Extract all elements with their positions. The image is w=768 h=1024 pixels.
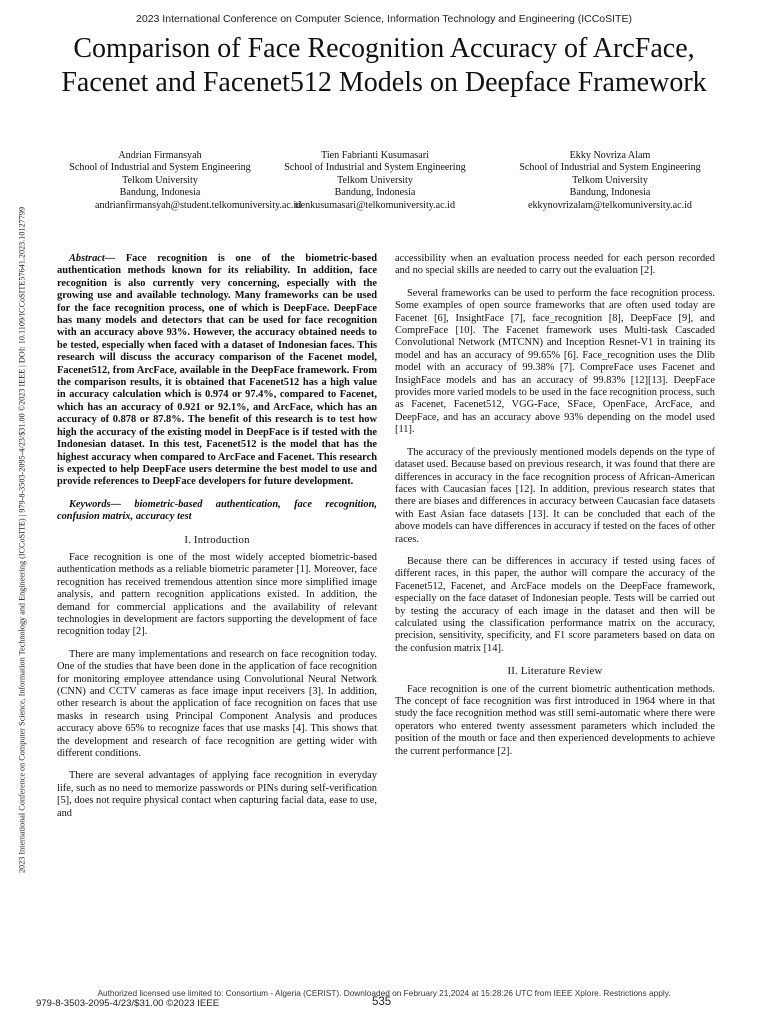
conference-header: 2023 International Conference on Computer Science, Information Technology and Engineering (ICCoSITE) (136, 13, 632, 25)
author-name: Ekky Novriza Alam (569, 150, 651, 161)
author-location: Bandung, Indonesia (334, 187, 416, 199)
license-footer: Authorized licensed use limited to: Consortium - Algeria (CERIST). Downloaded on February 21,2024 at 15:28:26 UTC from IEEE Xplore. Restrictions apply. (97, 988, 671, 998)
paragraph: There are several advantages of applying face recognition in everyday life, such as no need to memorize passwords or PINs during self-verification [5], does not require physical contact when capturing facial data, ease to use, and (57, 770, 377, 819)
author-org: Telkom University (337, 174, 413, 186)
paragraph: The accuracy of the previously mentioned models depends on the type of dataset used. Because based on previous research, it was found that there are differences in accuracy in the face recognition process of African-American faces with Caucasian faces [12]. In addition, previous research states that there are biases and differences in accuracy between Caucasian face datasets with East Asian face datasets [13]. It can be concluded that each of the above models can have differences in accuracy if tested on the faces of other races. (395, 446, 715, 545)
author-org: Telkom University (572, 174, 648, 186)
author-org: Telkom University (122, 174, 198, 186)
author-location: Bandung, Indonesia (569, 187, 651, 199)
author-2 (260, 150, 490, 212)
author-name: Andrian Firmansyah (118, 150, 202, 161)
author-email: tienkusumasari@telkomuniversity.ac.id (294, 199, 455, 211)
paragraph: Face recognition is one of the most widely accepted biometric-based authentication methods as a reliable biometric parameter [1]. Moreover, face recognition has received tremendous attention since more simplified image analysis, and pattern recognition applications existed. In addition, the demand for commercial applications and the availability of relevant technologies in development are factors supporting the development of face recognition today [2]. (57, 551, 377, 638)
author-location: Bandung, Indonesia (119, 187, 201, 199)
left-column (57, 253, 377, 830)
author-name: Tien Fabrianti Kusumasari (321, 150, 429, 161)
paper-title: Comparison of Face Recognition Accuracy of ArcFace, Facenet and Facenet512 Models on Deepface Framework (61, 33, 707, 98)
side-doi-text: 2023 International Conference on Computer Science, Information Technology and Engineering (ICCoSITE) | 979-8-3503-2095-4/23/$31.00 ©2023 IEEE | DOI: 10.1109/ICCoSITE57641.2023.10127799 (17, 206, 27, 874)
paragraph: Several frameworks can be used to perform the face recognition process. Some examples of open source frameworks that are often used today are Facenet [6], InsightFace [7], face_recognition [8], DeepFace [9], and CompreFace [10]. The Facenet framework uses Multi-task Cascaded Convolutional Network (MTCNN) and Inception Resnet-V1 in training its model and has an accuracy of 99.65% [6]. Face_recognition uses the Dlib model with an accuracy of 99.38% [7]. CompreFace uses Facenet and InsighFace models and has an accuracy of 99.83% [12][13]. DeepFace provides more varied models to be used in the face recognition process, such as Facenet, Facenet512, VGG-Face, SFace, OpenFace, ArcFace, and DeepFace, and has an accuracy above 93% depending on the model used [11]. (395, 287, 715, 436)
author-1 (45, 150, 302, 212)
paragraph: Face recognition is one of the current biometric authentication methods. The concept of face recognition was first introduced in 1964 where in that study the face recognition method was still semi-automatic where there were operators who entered twenty assessment parameters which included the position of the mouth or face and then experienced developments to achieve the current performance [2]. (395, 683, 715, 757)
section-heading-introduction: I. Introduction (184, 533, 250, 546)
author-3 (495, 150, 725, 212)
abstract (57, 253, 377, 489)
paragraph: accessibility when an evaluation process needed for each person recorded and no special skills are needed to carry out the evaluation [2]. (395, 253, 715, 277)
isbn-footer: 979-8-3503-2095-4/23/$31.00 ©2023 IEEE (36, 998, 220, 1009)
abstract-text: Face recognition is one of the biometric-based authentication methods known for its reliability. In addition, face recognition is also currently very concerning, especially with the growing use and available technology. Many frameworks can be used for the face recognition process, one of which is DeepFace. DeepFace has many models and detectors that can be used for face recognition with an accuracy above 93%. However, the accuracy obtained needs to be tested, especially when faced with a dataset of Indonesian faces. This research will discuss the accuracy comparison of the Facenet model, Facenet512, from ArcFace, available in the DeepFace framework. From the comparison results, it is obtained that Facenet512 has a high value in accuracy calculation which is 0.974 or 97.4%, compared to Facenet, which has an accuracy of 0.921 or 92.1%, and ArcFace, which has an accuracy of 0.878 or 87.8%. The benefit of this research is to test how high the accuracy of the existing model in DeepFace is if tested with the Indonesian dataset. In this test, Facenet512 is the model that has the highest accuracy when compared to ArcFace and Facenet. This research is expected to help DeepFace users determine the best model to use and provide references to DeepFace developers for future development. (57, 253, 377, 488)
author-dept: School of Industrial and System Engineering (284, 162, 466, 174)
author-dept: School of Industrial and System Engineering (519, 162, 701, 174)
paragraph: There are many implementations and research on face recognition today. One of the studies that have been done in the application of face recognition for monitoring employee attendance using Convolutional Neural Network (CNN) and CCTV cameras as face image input receivers [3]. In addition, other research is about the application of face recognition on faces that use masks in research using Principal Component Analysis and produces accuracy above 65% to recognize faces that use masks [4]. This shows that the development and research of face recognition are getting wider with different conditions. (57, 648, 377, 760)
author-email: ekkynovrizalam@telkomuniversity.ac.id (528, 199, 692, 211)
paragraph: Because there can be differences in accuracy if tested using faces of different races, in this paper, the author will compare the accuracy of the Facenet512, Facenet, and ArcFace models on the DeepFace framework, especially on the face dataset of Indonesian people. Tests will be carried out by testing the accuracy of each image in the dataset and then will be calculated using the classification performance matrix on the accuracy, precision, sensitivity, specificity, and F1 score parameters based on data on the confusion matrix [14]. (395, 555, 715, 654)
author-dept: School of Industrial and System Engineering (69, 162, 251, 174)
section-heading-literature-review: II. Literature Review (507, 665, 603, 678)
abstract-lead: Abstract— (69, 253, 116, 264)
right-column (395, 253, 715, 768)
author-email: andrianfirmansyah@student.telkomuniversity.ac.id (95, 199, 302, 211)
page-number: 535 (372, 996, 392, 1008)
keywords: Keywords— biometric-based authentication, face recognition, confusion matrix, accuracy test (57, 498, 377, 523)
